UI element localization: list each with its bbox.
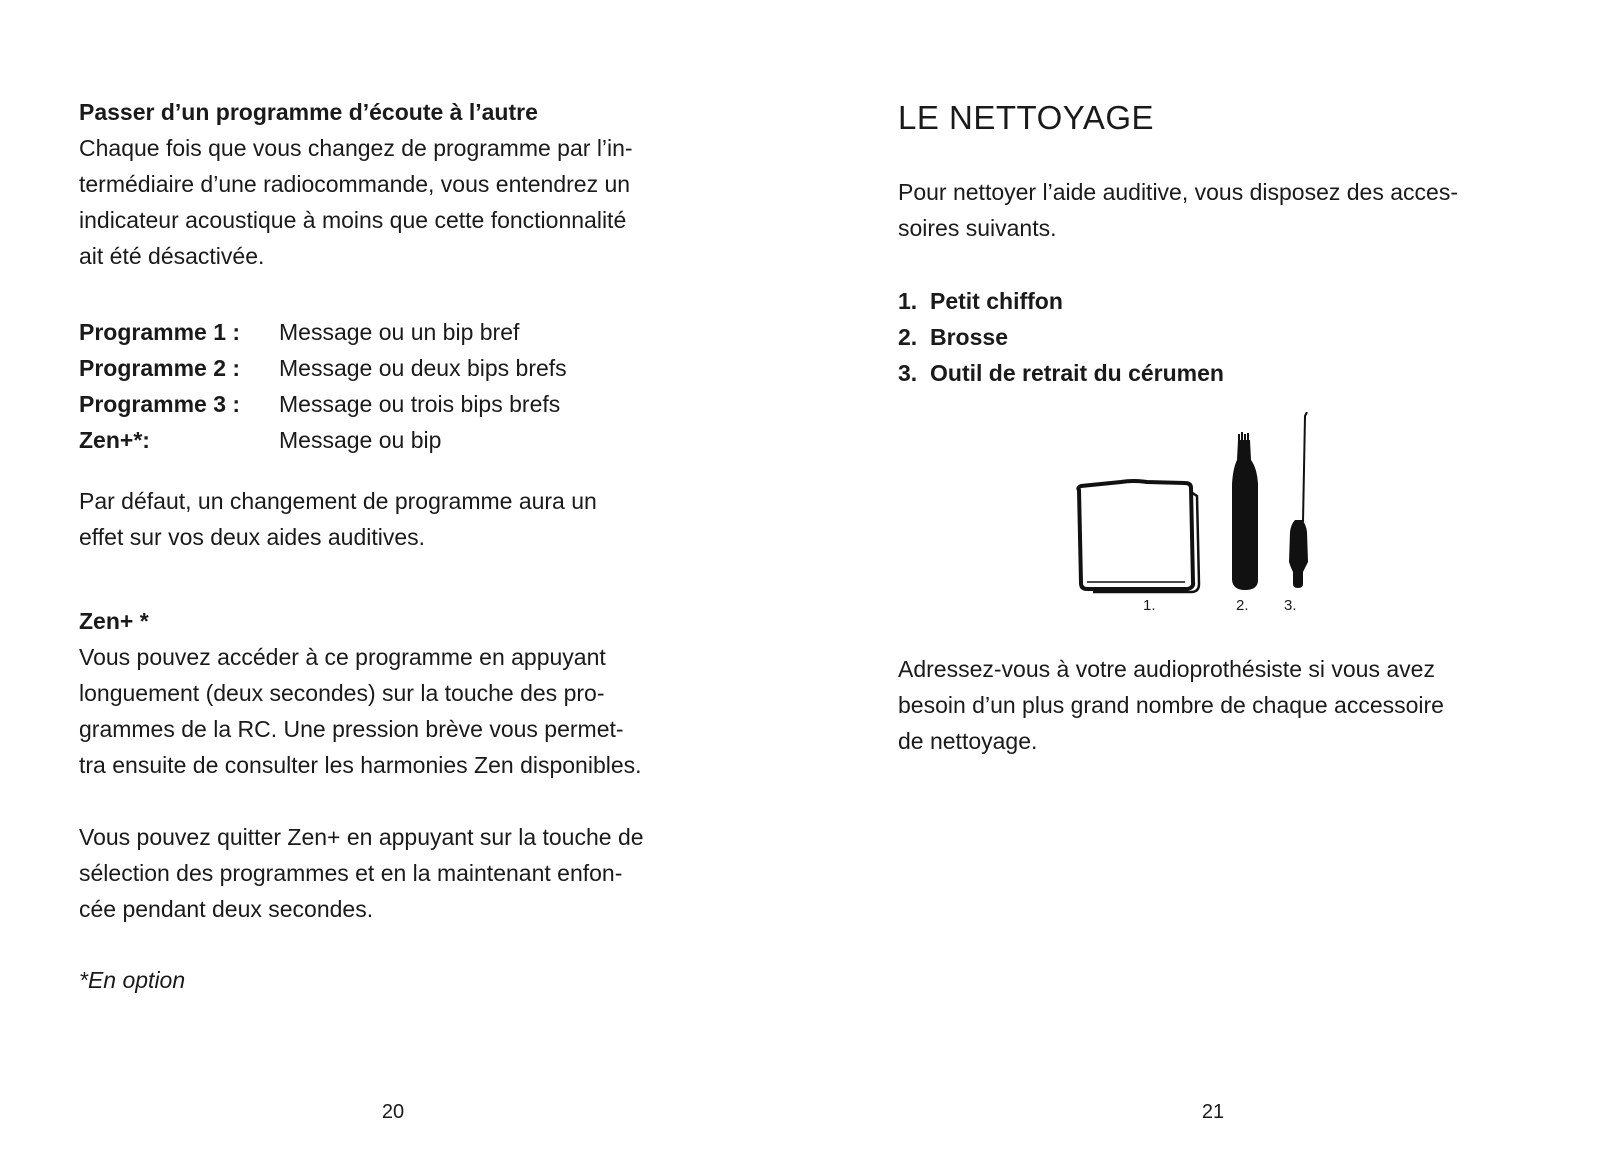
illustration-label: 1.: [1143, 597, 1156, 614]
cleaning-intro-paragraph: [898, 174, 1528, 246]
cleaning-tools-list: [898, 283, 1224, 391]
program-signal-table: [79, 314, 567, 458]
paragraph-line: ait été désactivée.: [79, 243, 265, 269]
program-row: [79, 350, 567, 386]
optional-footnote: *En option: [79, 967, 186, 993]
section-heading-zen: Zen+ *: [79, 608, 149, 634]
quit-zen-paragraph: [79, 819, 709, 927]
program-signal: Message ou trois bips brefs: [279, 391, 561, 417]
default-behavior-paragraph: [79, 483, 709, 555]
wax-removal-tool-icon: [1289, 412, 1308, 588]
list-number: 1.: [898, 288, 918, 314]
right-page: [898, 0, 1528, 1165]
paragraph-line: termédiaire d’une radiocommande, vous entendrez un: [79, 171, 631, 197]
list-label: Petit chiffon: [930, 288, 1063, 314]
paragraph-line: effet sur vos deux aides auditives.: [79, 524, 426, 550]
paragraph-line: Chaque fois que vous changez de programme par l’in-: [79, 135, 633, 161]
list-item: [898, 319, 1224, 355]
page-title: LE NETTOYAGE: [898, 99, 1155, 136]
program-signal: Message ou bip: [279, 427, 442, 453]
paragraph-line: Par défaut, un changement de programme aura un: [79, 488, 597, 514]
paragraph-line: longuement (deux secondes) sur la touche des pro-: [79, 680, 605, 706]
program-name: Zen+*:: [79, 427, 150, 453]
program-row: [79, 314, 567, 350]
list-label: Outil de retrait du cérumen: [930, 360, 1224, 386]
zen-paragraph: [79, 639, 709, 783]
paragraph-line: tra ensuite de consulter les harmonies Zen disponibles.: [79, 752, 642, 778]
paragraph-line: soires suivants.: [898, 215, 1057, 241]
page-number: 21: [1201, 1101, 1225, 1123]
section-heading-program-switch: Passer d’un programme d’écoute à l’autre: [79, 99, 538, 125]
page-number: 20: [381, 1101, 405, 1123]
program-row: [79, 422, 567, 458]
paragraph-line: sélection des programmes et en la maintenant enfon-: [79, 860, 623, 886]
program-name: Programme 3 :: [79, 391, 241, 417]
paragraph-line: indicateur acoustique à moins que cette fonctionnalité: [79, 207, 627, 233]
paragraph-line: Adressez-vous à votre audioprothésiste si vous avez: [898, 656, 1435, 682]
list-item: [898, 355, 1224, 391]
closing-paragraph: [898, 651, 1528, 759]
program-switch-paragraph: [79, 130, 709, 274]
cloth-icon: [1078, 481, 1199, 592]
paragraph-line: Vous pouvez accéder à ce programme en appuyant: [79, 644, 606, 670]
list-label: Brosse: [930, 324, 1008, 350]
brush-icon: [1232, 432, 1258, 590]
paragraph-line: besoin d’un plus grand nombre de chaque accessoire: [898, 692, 1444, 718]
program-row: [79, 386, 567, 422]
paragraph-line: cée pendant deux secondes.: [79, 896, 374, 922]
paragraph-line: grammes de la RC. Une pression brève vous permet-: [79, 716, 624, 742]
left-page: [79, 0, 709, 1165]
program-name: Programme 1 :: [79, 319, 241, 345]
illustration-label: 3.: [1284, 597, 1297, 614]
program-signal: Message ou un bip bref: [279, 319, 520, 345]
list-item: [898, 283, 1224, 319]
cleaning-tools-illustration: [1073, 412, 1333, 632]
illustration-label: 2.: [1236, 597, 1249, 614]
program-signal: Message ou deux bips brefs: [279, 355, 567, 381]
paragraph-line: de nettoyage.: [898, 728, 1038, 754]
paragraph-line: Pour nettoyer l’aide auditive, vous disposez des acces-: [898, 179, 1458, 205]
list-number: 2.: [898, 324, 918, 350]
paragraph-line: Vous pouvez quitter Zen+ en appuyant sur la touche de: [79, 824, 644, 850]
program-name: Programme 2 :: [79, 355, 241, 381]
list-number: 3.: [898, 360, 918, 386]
